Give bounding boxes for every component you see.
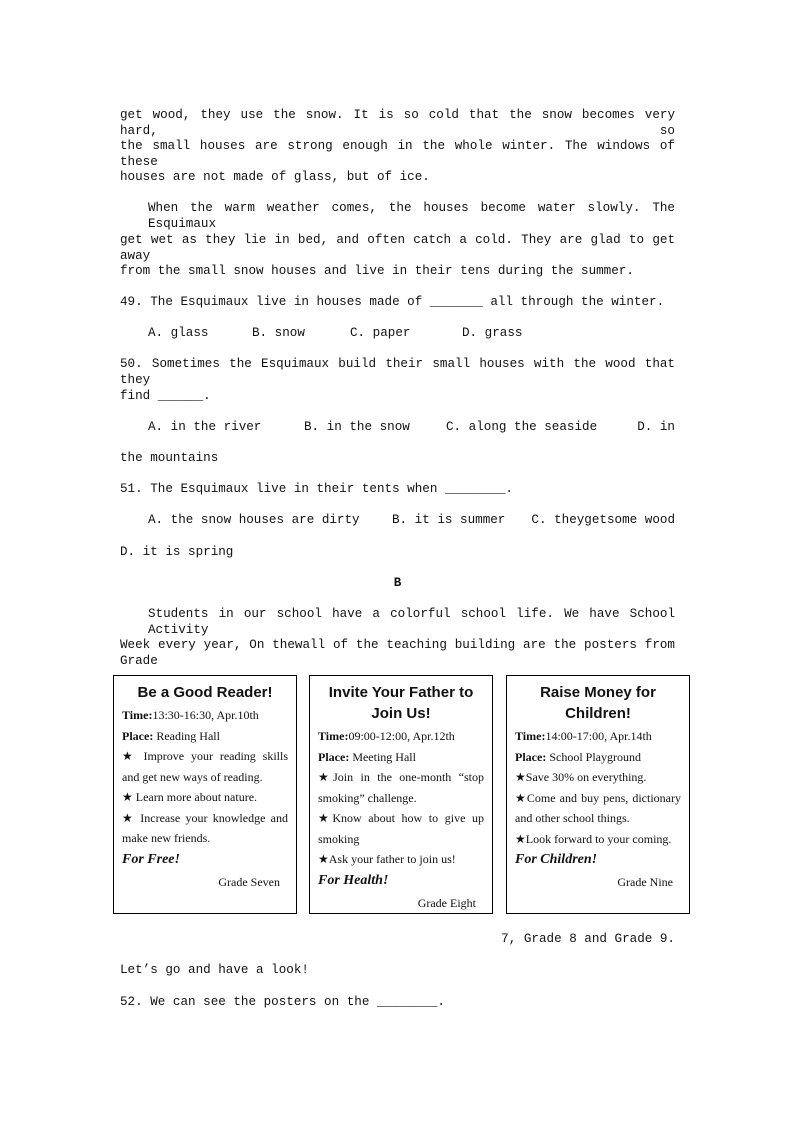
question-51-stem: 51. The Esquimaux live in their tents when ________. <box>120 482 513 496</box>
poster-slogan: For Free! <box>122 851 180 867</box>
option-d: D. grass <box>462 326 523 340</box>
option-b: B. it is summer <box>392 513 506 527</box>
star-icon: ★ <box>515 831 526 846</box>
star-icon: ★ <box>318 770 334 784</box>
option-a: A. the snow houses are dirty <box>148 513 360 527</box>
poster-slogan: For Health! <box>318 872 389 888</box>
time-value: 09:00-12:00, Apr.12th <box>348 729 455 743</box>
star-icon: ★ <box>122 790 133 804</box>
place-label: Place: <box>515 749 547 764</box>
question-50-stem: 50. Sometimes the Esquimaux build their small houses with the wood that they <box>120 357 675 387</box>
option-b: B. in the snow <box>304 420 410 434</box>
place-value: Meeting Hall <box>352 749 416 764</box>
poster-item: Look forward to your coming. <box>525 831 672 846</box>
option-c: C. theygetsome wood <box>531 513 675 527</box>
star-icon: ★ <box>515 790 527 805</box>
question-50-stem-cont: find ______. <box>120 389 211 403</box>
option-d: D. in <box>637 420 675 434</box>
section-intro: Week every year, On thewall of the teaching building are the posters from Grade <box>120 638 675 668</box>
section-intro-cont: Let’s go and have a look! <box>120 963 309 977</box>
question-52-stem: 52. We can see the posters on the ________. <box>120 995 445 1009</box>
star-icon: ★ <box>515 770 526 784</box>
option-b: B. snow <box>252 326 305 340</box>
option-c: C. paper <box>350 326 411 340</box>
poster-grade-seven <box>113 675 297 914</box>
time-label: Time: <box>318 729 349 743</box>
poster-slogan: For Children! <box>515 852 598 867</box>
option-c: C. along the seaside <box>446 420 598 434</box>
poster-item: Improve your reading skills and get new ways of reading. <box>122 749 288 784</box>
poster-item: Learn more about nature. <box>135 790 258 804</box>
star-icon: ★ <box>122 749 137 763</box>
question-50-options-cont: the mountains <box>120 451 219 465</box>
star-icon: ★ <box>318 852 329 866</box>
poster-item: Join in the one-month “stop smoking” challenge. <box>318 770 484 805</box>
poster-item: Come and buy pens, dictionary and other school things. <box>515 790 682 825</box>
poster-grade: Grade Seven <box>218 874 280 889</box>
poster-item: Increase your knowledge and make new friends. <box>122 810 288 845</box>
time-label: Time: <box>515 729 546 743</box>
passage-line: get wet as they lie in bed, and often catch a cold. They are glad to get away <box>120 233 675 263</box>
passage-line: from the small snow houses and live in their tens during the summer. <box>120 264 634 278</box>
poster-grade: Grade Eight <box>417 895 476 910</box>
passage-line: When the warm weather comes, the houses become water slowly. The Esquimaux <box>148 201 675 231</box>
place-value: School Playground <box>549 749 641 764</box>
poster-item: Ask your father to join us! <box>328 852 456 866</box>
passage-line: the small houses are strong enough in the whole winter. The windows of these <box>120 139 675 169</box>
section-intro: Students in our school have a colorful school life. We have School Activity <box>148 607 675 637</box>
place-label: Place: <box>122 728 154 743</box>
poster-grade: Grade Nine <box>617 875 673 889</box>
place-label: Place: <box>318 749 350 764</box>
passage-line: houses are not made of glass, but of ice. <box>120 170 430 184</box>
option-a: A. glass <box>148 326 209 340</box>
poster-item: Know about how to give up smoking <box>318 811 484 846</box>
poster-grade-eight <box>309 675 493 914</box>
place-value: Reading Hall <box>156 728 220 743</box>
time-value: 14:00-17:00, Apr.14th <box>545 729 652 743</box>
star-icon: ★ <box>122 810 136 825</box>
section-intro-cont: 7, Grade 8 and Grade 9. <box>501 932 675 946</box>
time-value: 13:30-16:30, Apr.10th <box>152 708 259 722</box>
poster-grade-nine <box>506 675 690 914</box>
question-49-stem: 49. The Esquimaux live in houses made of _______ all through the winter. <box>120 295 665 309</box>
poster-title: Raise Money for Children! <box>540 684 656 722</box>
question-51-options-cont: D. it is spring <box>120 545 234 559</box>
star-icon: ★ <box>318 811 333 825</box>
time-label: Time: <box>122 708 153 722</box>
poster-title: Be a Good Reader! <box>137 684 273 701</box>
passage-line: get wood, they use the snow. It is so cold that the snow becomes very hard, so <box>120 108 675 138</box>
poster-title: Invite Your Father to Join Us! <box>328 684 474 722</box>
section-heading: B <box>393 576 402 590</box>
option-a: A. in the river <box>148 420 262 434</box>
poster-item: Save 30% on everything. <box>525 770 647 784</box>
